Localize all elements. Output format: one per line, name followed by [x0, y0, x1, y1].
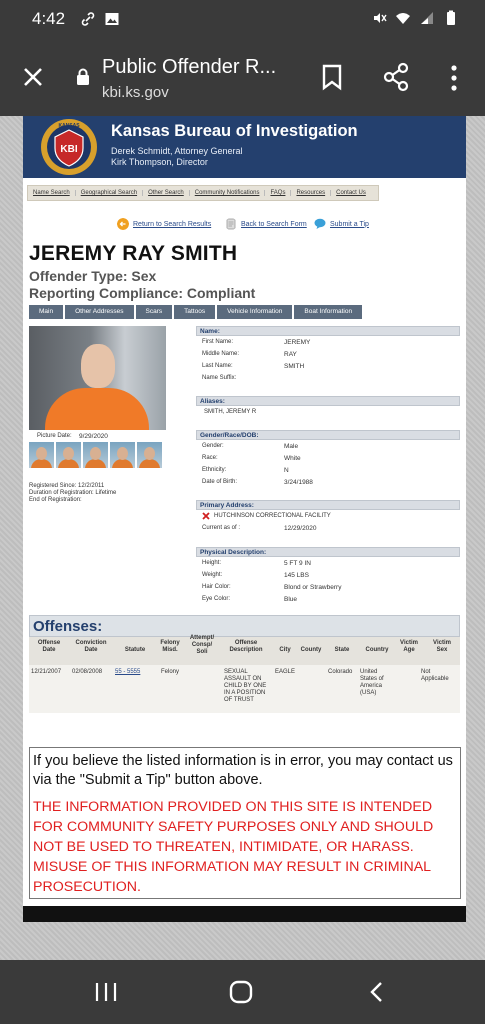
height-value: 5 FT 9 IN [284, 560, 311, 567]
tab-vehicle-information[interactable]: Vehicle Information [217, 305, 292, 319]
nav-contact-us[interactable]: Contact Us [336, 190, 366, 196]
mute-icon [371, 10, 387, 26]
home-icon[interactable] [229, 980, 253, 1004]
field-label: Name Suffix: [202, 375, 237, 381]
table-header-cell: Attempt/ Consp/ Soli [189, 635, 215, 655]
share-icon[interactable] [382, 62, 410, 92]
section-header: Primary Address: [196, 500, 460, 510]
wifi-icon [395, 10, 411, 26]
eye-color-value: Blue [284, 596, 298, 603]
field-label: Middle Name: [202, 351, 240, 357]
photo-thumbnails [29, 442, 162, 468]
alias-value: SMITH, JEREMY R [204, 409, 257, 415]
reporting-compliance: Reporting Compliance: Compliant [29, 285, 256, 301]
page-footer-bar [23, 906, 466, 922]
registration-duration: Duration of Registration: Lifetime [29, 490, 117, 496]
nav-resources[interactable]: Resources [291, 190, 331, 196]
error-contact-notice: If you believe the listed information is in error, you may contact us via the "Submit a Tip" button above. [33, 753, 453, 788]
more-options-icon[interactable] [446, 64, 462, 92]
felony-cell: Felony [161, 669, 180, 675]
tab-tattoos[interactable]: Tattoos [174, 305, 215, 319]
aliases-section [196, 396, 460, 418]
tab-main[interactable]: Main [29, 305, 63, 319]
page [23, 116, 466, 922]
svg-text:KANSAS: KANSAS [58, 123, 80, 129]
tab-other-addresses[interactable]: Other Addresses [65, 305, 133, 319]
field-label: Hair Color: [202, 584, 231, 590]
close-icon[interactable] [18, 62, 48, 92]
address-current-date: 12/29/2020 [284, 525, 317, 532]
lock-icon [76, 68, 90, 86]
tab-boat-information[interactable]: Boat Information [294, 305, 362, 319]
back-icon[interactable] [368, 981, 386, 1003]
battery-icon [443, 10, 459, 26]
field-label: Date of Birth: [202, 479, 238, 485]
photo-thumbnail[interactable] [56, 442, 81, 468]
table-header-cell: City [279, 647, 291, 653]
photo-head-shape [81, 344, 115, 388]
agency-director: Kirk Thompson, Director [111, 157, 208, 167]
race-value: White [284, 455, 301, 462]
country-cell: United States of America (USA) [360, 669, 384, 696]
table-header-cell: Felony Misd. [160, 640, 180, 653]
photo-body-shape [45, 388, 149, 430]
offense-date-cell: 12/21/2007 [31, 669, 62, 675]
field-label: Gender: [202, 443, 224, 449]
name-section [196, 326, 460, 384]
section-header: Aliases: [196, 396, 460, 406]
field-label: Race: [202, 455, 218, 461]
address-value: HUTCHINSON CORRECTIONAL FACILITY [214, 513, 331, 519]
table-header-cell: Country [365, 647, 389, 653]
gender-race-dob-section [196, 430, 460, 488]
kbi-header [23, 116, 466, 178]
link-icon [80, 11, 96, 27]
usage-warning: THE INFORMATION PROVIDED ON THIS SITE IS INTENDED FOR COMMUNITY SAFETY PURPOSES ONLY AND SHOULD NOT BE USED TO THREATEN, INTIMIDATE, OR HARASS. MISUSE OF THIS INFORMATION MAY RESULT IN CRIMINAL PROSECUTION. [33, 799, 434, 895]
offender-type: Offender Type: Sex [29, 268, 157, 284]
status-bar [0, 0, 485, 38]
section-header: Physical Description: [196, 547, 460, 557]
photo-thumbnail[interactable] [29, 442, 54, 468]
bookmark-icon[interactable] [320, 63, 344, 91]
city-cell: EAGLE [275, 669, 296, 675]
picture-date: 9/29/2020 [79, 433, 108, 440]
page-title: Public Offender R... [102, 56, 277, 78]
offenses-header [29, 615, 460, 637]
agency-title: Kansas Bureau of Investigation [111, 122, 358, 140]
return-arrow-icon [117, 218, 129, 230]
nav-other-search[interactable]: Other Search [143, 190, 190, 196]
last-name: SMITH [284, 363, 305, 370]
first-name: JEREMY [284, 339, 311, 346]
kbi-seal-logo[interactable] [39, 118, 99, 176]
dob-value: 3/24/1988 [284, 479, 313, 486]
weight-value: 145 LBS [284, 572, 309, 579]
physical-description-section [196, 547, 460, 605]
detail-tabs [29, 305, 362, 319]
photo-thumbnail[interactable] [110, 442, 135, 468]
document-icon [225, 218, 237, 230]
disclaimer-box [29, 747, 461, 899]
primary-address-section [196, 500, 460, 534]
agency-attorney-general: Derek Schmidt, Attorney General [111, 146, 243, 156]
field-label: First Name: [202, 339, 234, 345]
section-header: Gender/Race/DOB: [196, 430, 460, 440]
signal-icon [419, 10, 435, 26]
system-nav-bar [0, 960, 485, 1024]
browser-toolbar [0, 38, 485, 116]
description-cell: SEXUAL ASSAULT ON CHILD BY ONE IN A POSITION OF TRUST [224, 669, 267, 703]
field-label: Weight: [202, 572, 223, 578]
speech-bubble-icon [314, 218, 326, 230]
image-icon [104, 11, 120, 27]
section-header: Name: [196, 326, 460, 336]
field-label: Height: [202, 560, 222, 566]
table-header-cell: Conviction Date [75, 640, 107, 653]
field-label: Current as of : [202, 525, 241, 531]
site-nav [27, 185, 379, 201]
table-header-cell: Statute [124, 647, 146, 653]
conviction-date-cell: 02/08/2008 [72, 669, 103, 675]
offender-name: JEREMY RAY SMITH [29, 242, 238, 265]
registration-end: End of Registration: [29, 497, 82, 503]
tab-scars[interactable]: Scars [136, 305, 173, 319]
nav-faqs[interactable]: FAQs [265, 190, 291, 196]
hair-color-value: Blond or Strawberry [284, 584, 342, 591]
photo-thumbnail[interactable] [137, 442, 162, 468]
table-row [29, 665, 460, 713]
nav-name-search[interactable]: Name Search [28, 190, 76, 196]
ethnicity-value: N [284, 467, 289, 474]
page-url[interactable]: kbi.ks.gov [102, 84, 169, 101]
return-to-results-label: Return to Search Results [133, 220, 212, 228]
table-header-cell: County [300, 647, 322, 653]
registration-info [29, 483, 116, 504]
field-label: Last Name: [202, 363, 233, 369]
field-label: Ethnicity: [202, 467, 227, 473]
gender-value: Male [284, 443, 299, 450]
photo-thumbnail[interactable] [83, 442, 108, 468]
offenses-table-header [29, 637, 460, 665]
x-mark-icon [202, 512, 210, 520]
offender-photo[interactable] [29, 326, 166, 430]
state-cell: Colorado [328, 669, 353, 675]
field-label: Eye Color: [202, 596, 231, 602]
table-header-cell: Victim Sex [433, 640, 451, 653]
picture-date-label: Picture Date: [37, 433, 72, 439]
return-to-results-link[interactable] [117, 218, 211, 230]
table-header-cell: Offense Date [37, 640, 61, 653]
nav-geographical-search[interactable]: Geographical Search [76, 190, 143, 196]
registered-since: Registered Since: 12/2/2011 [29, 483, 105, 489]
table-header-cell: State [334, 647, 350, 653]
table-header-cell: Offense Description [229, 640, 263, 653]
recents-icon[interactable] [94, 982, 118, 1002]
statute-link[interactable]: 55 - 5555 [115, 669, 141, 675]
back-to-search-form-label: Back to Search Form [241, 220, 307, 228]
status-left-icons [80, 11, 120, 27]
table-header-cell: Victim Age [400, 640, 418, 653]
svg-text:KBI: KBI [60, 144, 78, 155]
web-viewport[interactable] [0, 116, 485, 960]
submit-tip-link[interactable] [314, 218, 369, 230]
status-right-icons [371, 10, 459, 26]
nav-community-notifications[interactable]: Community Notifications [190, 190, 266, 196]
back-to-search-form-link[interactable] [225, 218, 307, 230]
middle-name: RAY [284, 351, 297, 358]
offenses-title: Offenses: [33, 618, 103, 635]
status-time: 4:42 [32, 9, 66, 28]
victim-sex-cell: Not Applicable [421, 669, 449, 682]
submit-tip-label: Submit a Tip [330, 220, 369, 228]
